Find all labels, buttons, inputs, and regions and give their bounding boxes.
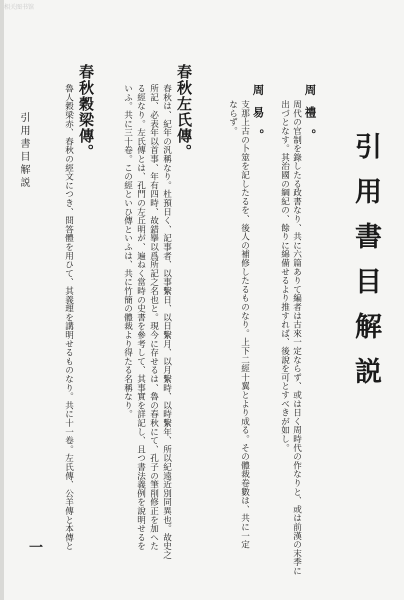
section-shueki-line-2: ならず。: [227, 100, 238, 136]
section-saden-line-1: 春秋は、紀年の汎稱なり。杜預日く、記事者、以事繫日、以日繫月、以月繫時、以時繫年、所以紀遠近別同異也。故史之: [161, 84, 172, 560]
section-heading-saden: 春秋左氏傳。: [175, 64, 193, 160]
section-heading-shueki: 周易。: [251, 84, 266, 152]
section-kokuryo-line-1: 魯人穀梁赤、春秋の經文につき、問答體を用ひて、其義理を講明せるものなり。共に十一卷。左氏傳、公羊傳と本傳と: [63, 84, 74, 551]
library-watermark: 相关图书馆: [4, 4, 35, 11]
page-spine-edge: [0, 0, 4, 600]
page-title: 引用書目解説: [350, 132, 381, 402]
section-shueki-line-1: 支那上古の卜筮を記したるを、後人の補修したるものなり。上下二經十翼とより成る。その體裁卷數は、共に一定: [239, 100, 250, 549]
running-head: 引用書目解説: [18, 112, 29, 190]
section-saden-line-2: 所記、必表年以首事、年有四時、故錯擧以爲所記之名也と。現今に存せるは、魯の春秋にて、孔子の筆削修正を加へた: [148, 84, 159, 551]
section-shurai-line-2: 出づとなす。其治國の綱紀の、餘りに綿備せるより推すれば、後說を可とすべきが如し。: [279, 100, 290, 452]
section-shurai-line-1: 周代の官制を錄したる政書なり、共に六篇ありて編者は古來一定ならず、或は日く周時代の作なりと、或は前漢の末季に: [291, 100, 302, 576]
section-heading-kokuryo: 春秋穀梁傳。: [77, 64, 95, 160]
section-heading-shurai: 周禮。: [303, 84, 318, 152]
page-number: 一: [27, 540, 43, 554]
section-saden-line-3: る經なり。左氏傳とは、孔門の左丘明が、遍ねく當時の史書を參考して、其事實を詳記し、且つ書法義例を說明せるを: [135, 84, 146, 551]
section-saden-line-4: いふ。共に三十卷。この經といひ傳といふは、共に竹簡の體裁より得たる名稱なり。: [122, 84, 133, 419]
